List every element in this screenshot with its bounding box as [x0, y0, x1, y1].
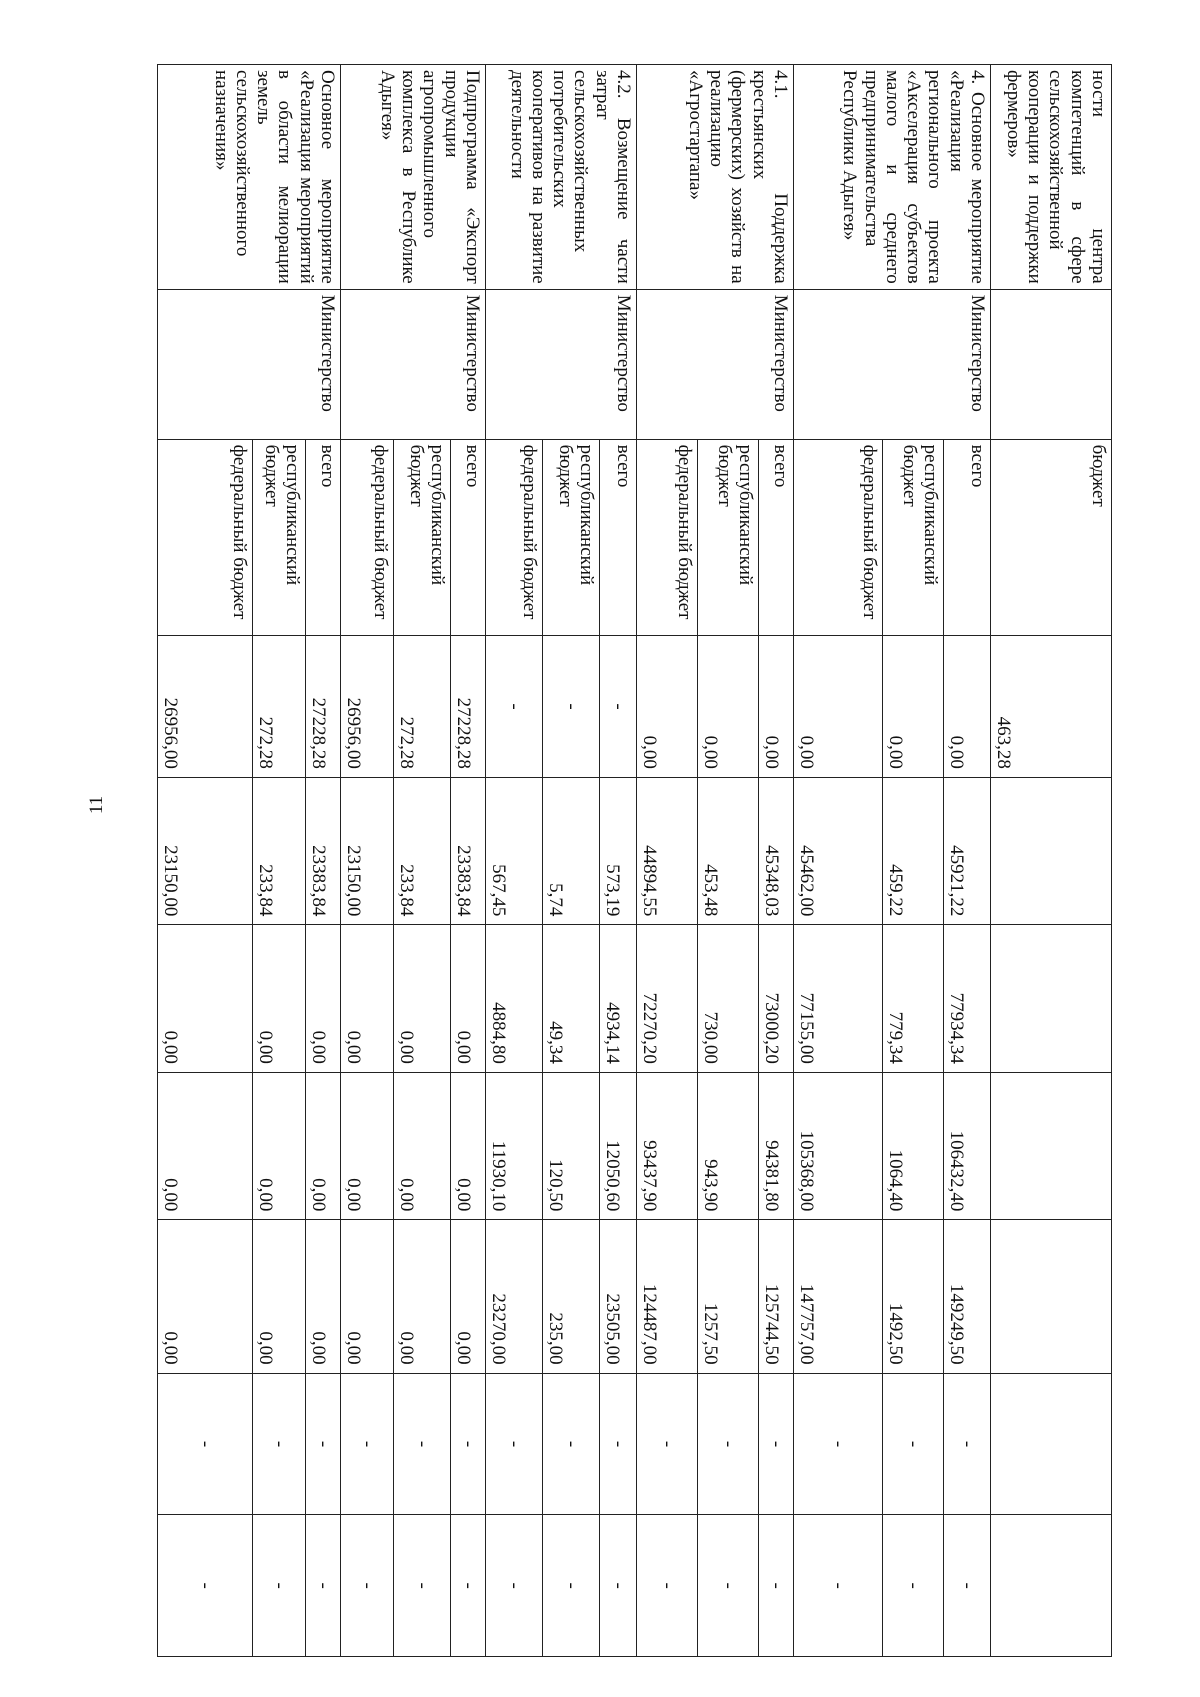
- value-cell: 0,00: [253, 1220, 306, 1373]
- row-executor: [991, 289, 1112, 439]
- value-cell: -: [759, 1515, 794, 1657]
- value-cell: 233,84: [253, 777, 306, 924]
- value-cell: 0,00: [451, 1072, 486, 1219]
- value-cell: 147757,00: [794, 1220, 883, 1373]
- table-row: [306, 65, 341, 1657]
- value-cell: -: [637, 1373, 698, 1515]
- value-cell: 49,34: [543, 925, 600, 1072]
- value-cell: 272,28: [394, 636, 451, 778]
- row-funding-source: федеральный бюджет: [794, 439, 883, 636]
- row-funding-source: всего: [600, 439, 637, 636]
- value-cell: 27228,28: [306, 636, 341, 778]
- value-cell: 0,00: [759, 636, 794, 778]
- value-cell: 23383,84: [451, 777, 486, 924]
- value-cell: 0,00: [883, 636, 944, 778]
- row-funding-source: республиканский бюджет: [883, 439, 944, 636]
- value-cell: 0,00: [158, 1072, 253, 1219]
- value-cell: [991, 777, 1112, 924]
- value-cell: -: [341, 1373, 394, 1515]
- value-cell: 0,00: [394, 1220, 451, 1373]
- row-funding-source: республиканский бюджет: [698, 439, 759, 636]
- value-cell: 5,74: [543, 777, 600, 924]
- row-description: 4.1. Поддержка крестьянских (фермерских) хозяйств на реализацию «Агростартапа»: [637, 65, 794, 290]
- value-cell: 730,00: [698, 925, 759, 1072]
- row-funding-source: республиканский бюджет: [253, 439, 306, 636]
- value-cell: -: [759, 1373, 794, 1515]
- value-cell: -: [600, 1373, 637, 1515]
- value-cell: 0,00: [698, 636, 759, 778]
- value-cell: -: [253, 1515, 306, 1657]
- value-cell: -: [543, 636, 600, 778]
- value-cell: -: [883, 1515, 944, 1657]
- value-cell: 93437,90: [637, 1072, 698, 1219]
- value-cell: -: [944, 1515, 991, 1657]
- value-cell: 567,45: [486, 777, 543, 924]
- value-cell: -: [451, 1373, 486, 1515]
- value-cell: -: [394, 1515, 451, 1657]
- value-cell: -: [794, 1515, 883, 1657]
- value-cell: 73000,20: [759, 925, 794, 1072]
- value-cell: 23505,00: [600, 1220, 637, 1373]
- value-cell: 573,19: [600, 777, 637, 924]
- value-cell: 459,22: [883, 777, 944, 924]
- value-cell: -: [543, 1515, 600, 1657]
- value-cell: 0,00: [158, 1220, 253, 1373]
- value-cell: 0,00: [341, 925, 394, 1072]
- value-cell: 23150,00: [341, 777, 394, 924]
- value-cell: -: [306, 1373, 341, 1515]
- value-cell: 0,00: [451, 1220, 486, 1373]
- value-cell: 125744,50: [759, 1220, 794, 1373]
- value-cell: 105368,00: [794, 1072, 883, 1219]
- value-cell: -: [637, 1515, 698, 1657]
- page-number: 11: [86, 795, 107, 815]
- value-cell: -: [486, 1373, 543, 1515]
- value-cell: -: [600, 1515, 637, 1657]
- row-funding-source: всего: [759, 439, 794, 636]
- value-cell: -: [486, 1515, 543, 1657]
- value-cell: 1492,50: [883, 1220, 944, 1373]
- row-funding-source: республиканский бюджет: [543, 439, 600, 636]
- value-cell: 120,50: [543, 1072, 600, 1219]
- value-cell: 4884,80: [486, 925, 543, 1072]
- value-cell: 72270,20: [637, 925, 698, 1072]
- value-cell: 235,00: [543, 1220, 600, 1373]
- value-cell: -: [158, 1515, 253, 1657]
- value-cell: 1064,40: [883, 1072, 944, 1219]
- row-executor: Министерство: [637, 289, 794, 439]
- value-cell: -: [794, 1373, 883, 1515]
- table-row: [451, 65, 486, 1657]
- value-cell: 0,00: [944, 636, 991, 778]
- value-cell: -: [944, 1373, 991, 1515]
- value-cell: 45921,22: [944, 777, 991, 924]
- row-description: 4.2. Возмещение части затрат сельскохозяйственных потребительских кооперативов на развитие деятельности: [486, 65, 637, 290]
- value-cell: 0,00: [394, 925, 451, 1072]
- row-executor: Министерство: [486, 289, 637, 439]
- value-cell: 0,00: [306, 1220, 341, 1373]
- value-cell: 0,00: [637, 636, 698, 778]
- value-cell: 23150,00: [158, 777, 253, 924]
- value-cell: 0,00: [306, 1072, 341, 1219]
- table-row: [759, 65, 794, 1657]
- value-cell: 94381,80: [759, 1072, 794, 1219]
- value-cell: 149249,50: [944, 1220, 991, 1373]
- value-cell: 45462,00: [794, 777, 883, 924]
- value-cell: -: [883, 1373, 944, 1515]
- table-row: [991, 65, 1112, 1657]
- row-funding-source: федеральный бюджет: [158, 439, 253, 636]
- value-cell: -: [451, 1515, 486, 1657]
- value-cell: 26956,00: [341, 636, 394, 778]
- row-funding-source: всего: [306, 439, 341, 636]
- value-cell: [991, 1220, 1112, 1373]
- value-cell: 233,84: [394, 777, 451, 924]
- value-cell: 943,90: [698, 1072, 759, 1219]
- table-row: [944, 65, 991, 1657]
- row-funding-source: бюджет: [991, 439, 1112, 636]
- value-cell: 0,00: [158, 925, 253, 1072]
- value-cell: 0,00: [306, 925, 341, 1072]
- value-cell: 11930,10: [486, 1072, 543, 1219]
- value-cell: 45348,03: [759, 777, 794, 924]
- value-cell: 779,34: [883, 925, 944, 1072]
- value-cell: 106432,40: [944, 1072, 991, 1219]
- value-cell: -: [158, 1373, 253, 1515]
- value-cell: -: [306, 1515, 341, 1657]
- row-description: Основное мероприятие «Реализация мероприятий в области мелиорации земель сельскохозяйственного назначения»: [158, 65, 341, 290]
- row-funding-source: федеральный бюджет: [486, 439, 543, 636]
- value-cell: 23270,00: [486, 1220, 543, 1373]
- row-funding-source: республиканский бюджет: [394, 439, 451, 636]
- row-funding-source: всего: [944, 439, 991, 636]
- value-cell: 44894,55: [637, 777, 698, 924]
- value-cell: 1257,50: [698, 1220, 759, 1373]
- value-cell: 463,28: [991, 636, 1112, 778]
- value-cell: [991, 1515, 1112, 1657]
- value-cell: 77155,00: [794, 925, 883, 1072]
- row-funding-source: федеральный бюджет: [637, 439, 698, 636]
- value-cell: [991, 925, 1112, 1072]
- value-cell: 0,00: [341, 1072, 394, 1219]
- value-cell: 0,00: [794, 636, 883, 778]
- value-cell: [991, 1072, 1112, 1219]
- table-row: [600, 65, 637, 1657]
- value-cell: 0,00: [253, 925, 306, 1072]
- value-cell: -: [341, 1515, 394, 1657]
- rotated-table-container: [132, 64, 1112, 1657]
- value-cell: 77934,34: [944, 925, 991, 1072]
- value-cell: [991, 1373, 1112, 1515]
- value-cell: 272,28: [253, 636, 306, 778]
- value-cell: 12050,60: [600, 1072, 637, 1219]
- row-description: ности центра компетенций в сфере сельскохозяйственной кооперации и поддержки фермеров»: [991, 65, 1112, 290]
- row-executor: Министерство: [341, 289, 486, 439]
- value-cell: 0,00: [451, 925, 486, 1072]
- value-cell: 0,00: [253, 1072, 306, 1219]
- value-cell: 23383,84: [306, 777, 341, 924]
- row-description: 4. Основное мероприятие «Реализация регионального проекта «Акселерация субъектов малого и среднего предпринимательства Республики Адыгея»: [794, 65, 991, 290]
- value-cell: 0,00: [394, 1072, 451, 1219]
- value-cell: 26956,00: [158, 636, 253, 778]
- value-cell: -: [698, 1515, 759, 1657]
- row-executor: Министерство: [794, 289, 991, 439]
- value-cell: 27228,28: [451, 636, 486, 778]
- value-cell: 4934,14: [600, 925, 637, 1072]
- row-funding-source: федеральный бюджет: [341, 439, 394, 636]
- value-cell: -: [698, 1373, 759, 1515]
- value-cell: 0,00: [341, 1220, 394, 1373]
- value-cell: 124487,00: [637, 1220, 698, 1373]
- row-description: Подпрограмма «Экспорт продукции агропромышленного комплекса в Республике Адыгея»: [341, 65, 486, 290]
- value-cell: -: [600, 636, 637, 778]
- row-executor: Министерство: [158, 289, 341, 439]
- value-cell: -: [543, 1373, 600, 1515]
- value-cell: -: [394, 1373, 451, 1515]
- value-cell: 453,48: [698, 777, 759, 924]
- budget-table: [157, 64, 1112, 1657]
- value-cell: -: [253, 1373, 306, 1515]
- value-cell: -: [486, 636, 543, 778]
- row-funding-source: всего: [451, 439, 486, 636]
